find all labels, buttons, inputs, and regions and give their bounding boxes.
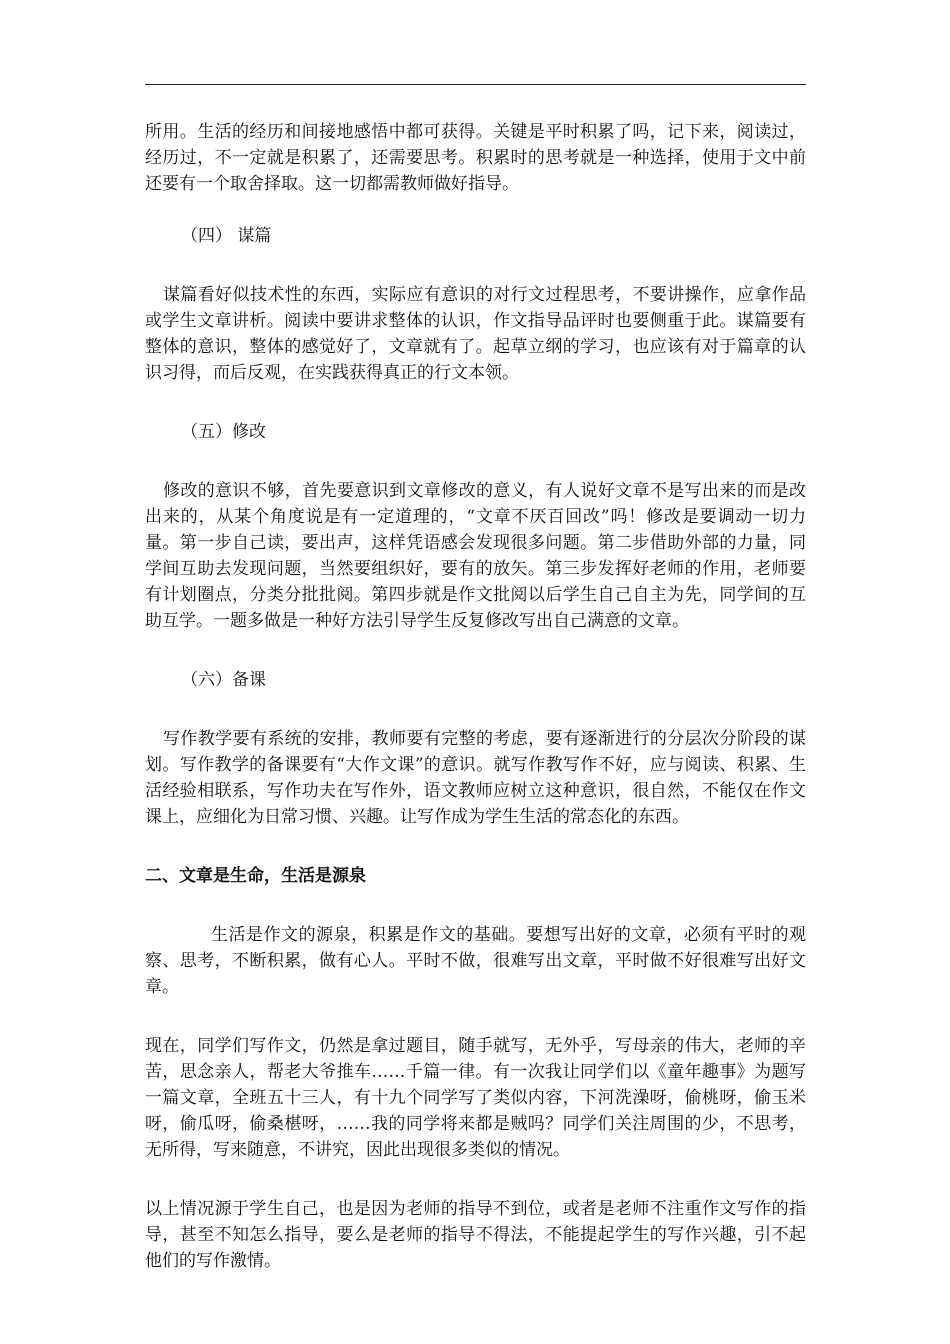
header-rule <box>145 84 806 85</box>
paragraph-revision: 修改的意识不够，首先要意识到文章修改的意义，有人说好文章不是写出来的而是改出来的，从某个角度说是有一定道理的，“文章不厌百回改”吗！修改是要调动一切力量。第一步自己读，要出声，这样凭语感会发现很多问题。第二步借助外部的力量，同学间互助去发现问题，当然要组织好，要有的放矢。第三步发挥好老师的作用，老师要有计划圈点，分类分批批阅。第四步就是作文批阅以后学生自己自主为先，同学间的互助互学。一题多做是一种好方法引导学生反复修改写出自己满意的文章。 <box>145 481 806 631</box>
document-body <box>145 119 806 1274</box>
paragraph-current-situation: 现在，同学们写作文，仍然是拿过题目，随手就写，无外乎，写母亲的伟大，老师的辛苦，思念亲人，帮老大爷推车……千篇一律。有一次我让同学们以《童年趣事》为题写一篇文章，全班五十三人，有十九个同学写了类似内容，下河洗澡呀，偷桃呀，偷玉米呀，偷瓜呀，偷桑椹呀，……我的同学将来都是贼吗？同学们关注周围的少，不思考，无所得，写来随意，不讲究，因此出现很多类似的情况。 <box>145 1036 806 1160</box>
subheading-structure: （四） 谋篇 <box>181 226 272 246</box>
paragraph-causes: 以上情况源于学生自己，也是因为老师的指导不到位，或者是老师不注重作文写作的指导，甚至不知怎么指导，要么是老师的指导不得法，不能提起学生的写作兴趣，引不起他们的写作激情。 <box>145 1199 806 1271</box>
paragraph-lesson-prep: 写作教学要有系统的安排，教师要有完整的考虑，要有逐渐进行的分层次分阶段的谋划。写作教学的备课要有“大作文课”的意识。就写作教写作不好，应与阅读、积累、生活经验相联系，写作功夫在写作外，语文教师应树立这种意识，很自然，不能仅在作文课上，应细化为日常习惯、兴趣。让写作成为学生生活的常态化的东西。 <box>145 729 806 827</box>
paragraph-life-source: 生活是作文的源泉，积累是作文的基础。要想写出好的文章，必须有平时的观察、思考，不断积累，做有心人。平时不做，很难写出文章，平时做不好很难写出好文章。 <box>145 925 806 997</box>
subheading-revision: （五）修改 <box>181 422 266 442</box>
subheading-lesson-prep: （六）备课 <box>181 670 266 690</box>
section-heading-two: 二、文章是生命，生活是源泉 <box>145 866 366 886</box>
paragraph-structure: 谋篇看好似技术性的东西，实际应有意识的对行文过程思考，不要讲操作，应拿作品或学生文章讲析。阅读中要讲求整体的认识，作文指导品评时也要侧重于此。谋篇要有整体的意识，整体的感觉好了，文章就有了。起草立纲的学习，也应该有对于篇章的认识习得，而后反观，在实践获得真正的行文本领。 <box>145 285 806 383</box>
paragraph-accumulation-end: 所用。生活的经历和间接地感悟中都可获得。关键是平时积累了吗，记下来，阅读过，经历过，不一定就是积累了，还需要思考。积累时的思考就是一种选择，使用于文中前还要有一个取舍择取。这一切都需教师做好指导。 <box>145 122 806 194</box>
